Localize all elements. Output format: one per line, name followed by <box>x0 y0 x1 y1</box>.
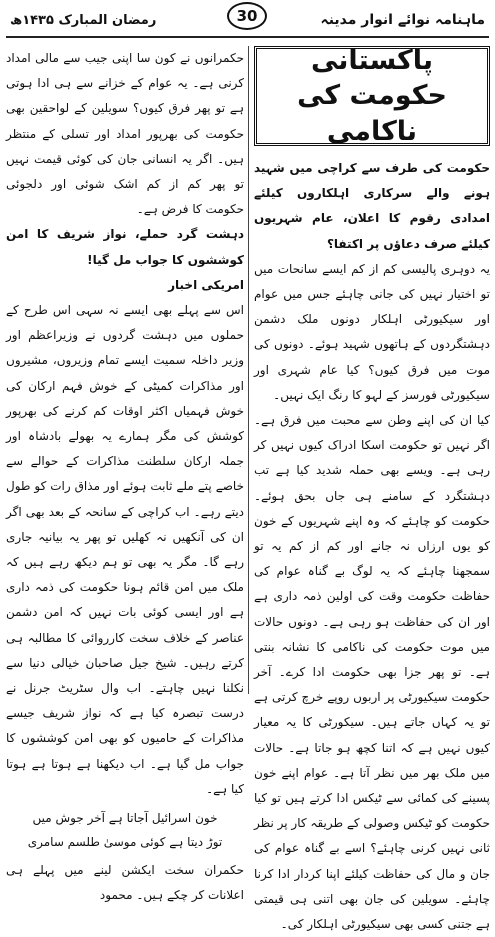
paragraph: یہ دوہری پالیسی کم از کم ایسے سانحات میں تو اختیار نہیں کی جانی چاہئے جس میں عوام اور سیکیورٹی اہلکار دونوں ملک دشمن دہشتگردوں کے ہاتھوں شہید ہوئے۔ دونوں کی موت میں فرق کیوں؟ کیا عام شہری اور سیکیورٹی فورسز کے لہو کا رنگ ایک نہیں۔ <box>254 261 490 402</box>
poem <box>6 806 244 854</box>
paragraph: حکمرانوں نے کون سا اپنی جیب سے مالی امداد کرنی ہے۔ یہ عوام کے خزانے سے ہی ادا ہوتی ہے تو پھر فرق کیوں؟ سویلین کے لواحقین بھی حکومت کی بھرپور امداد اور تسلی کے منتظر ہیں۔ اگر یہ انسانی جان کی کوئی قیمت نہیں تو پھر کم از کم اشک شوئی اور دلجوئی حکومت کا فرض ہے۔ <box>6 51 244 217</box>
source-label: امریکی اخبار <box>168 277 244 292</box>
lead-paragraph: حکومت کی طرف سے کراچی میں شہید ہونے والے سرکاری اہلکاروں کیلئے امدادی رقوم کا اعلان، عام شہریوں کیلئے صرف دعاؤں پر اکتفا؟ <box>254 161 490 251</box>
magazine-name: ماہنامہ نوائے انوار مدینہ <box>320 12 485 28</box>
page-number: 30 <box>227 2 267 30</box>
left-column <box>6 46 244 903</box>
poem-line: خون اسرائیل آجاتا ہے آخر جوش میں <box>32 811 218 826</box>
column-divider <box>248 46 249 694</box>
poem-line: توڑ دیتا ہے کوئی موسیٰ طلسم سامری <box>27 835 223 850</box>
article-title: پاکستانی حکومت کی ناکامی <box>297 45 447 147</box>
issue-date: رمضان المبارک ۱۴۳۵ھ <box>10 12 157 28</box>
paragraph: اس سے پہلے بھی ایسے نہ سہی اس طرح کے حملوں میں دہشت گردوں نے وزیراعظم اور وزیر داخلہ سمیت ایسے تمام وزیروں، مشیروں اور مذاکرات کمیٹی کے خوش فہم ارکان کی خوش فہمیاں اکثر اوقات کم کرنے کی بھرپور کوشش کی مگر ہمارے یہ بھولے بادشاہ اور جملہ ارکان سلطنت مذاکرات کے حوالے سے خاصے پتے ملے ثابت ہوئے اور مذاق رات کو طول دیتے رہے۔ اب کراچی کے سانحہ کے بعد بھی اگر ان کی آنکھیں نہ کھلیں تو پھر یہ بیانیہ جاری رہے گا۔ مگر یہ بھی تو ہم دیکھ رہے ہیں کہ ملک میں امن قائم ہونا حکومت کی ذمہ داری ہے اور ایسی کوئی بات نہیں کہ امن دشمن عناصر کے خلاف سخت کارروائی کا مطالبہ ہی کرتے رہیں۔ شیخ جیل صاحبان خیالی دنیا سے نکلنا نہیں چاہتے۔ اب وال سٹریٹ جرنل نے درست تبصرہ کیا ہے کہ نواز شریف جیسے مذاکرات کے حامیوں کو بھی امن کوششوں کا جواب مل گیا ہے۔ اب دیکھنا ہے ہوتا ہے ہوتا کیا ہے۔ <box>6 303 244 796</box>
paragraph: حکمران سخت ایکشن لینے میں پہلے ہی اعلانات کر چکے ہیں۔ محمود <box>6 863 244 903</box>
right-column <box>254 45 490 932</box>
section-heading: دہشت گرد حملے، نواز شریف کا امن کوششوں کا جواب مل گیا! <box>6 227 244 267</box>
title-box <box>254 46 490 146</box>
paragraph: کیا ان کی اپنے وطن سے محبت میں فرق ہے۔ اگر نہیں تو حکومت اسکا ادراک کیوں نہیں کر رہی ہے۔ ویسے بھی حملہ شدید کیا ہے تب دہشتگرد کے سامنے ہی جاں بحق ہوئے۔ حکومت کو چاہئے کہ وہ اپنے شہریوں کے خون کو یوں ارزاں نہ جانے اور کم از کم یہ تو سمجھنا چاہئے کہ یہ لوگ بے گناہ عوام کی حفاظت حکومت وقت کی اولین ذمہ داری ہے اور ان کی حفاظت ہو رہی ہے۔ دونوں حالات میں موت حکومت کی ناکامی کا نشانہ بنتی ہے۔ تو پھر جزا بھی حکومت ادا کرے۔ آخر حکومت سیکیورٹی پر اربوں روپے خرچ کرتی ہے تو یہ کہاں جاتے ہیں۔ سیکورٹی کا یہ معیار کیوں نہیں ہے کہ اتنا کچھ ہو جاتا ہے۔ حالات میں ملک بھر میں نظر آتا ہے۔ عوام اپنے خون پسینے کی کمائی سے ٹیکس ادا کرتے ہیں تو کیا حکومت کو ٹیکس وصولی کے طریقہ کار پر نظر ثانی نہیں کرنی چاہئے؟ اسے بے گناہ عوام کی جان و مال کی حفاظت کیلئے اپنا کردار ادا کرنا چاہئے۔ سویلین کی جان بھی اتنی ہی قیمتی ہے جتنی کسی بھی سیکیورٹی اہلکار کی۔ <box>254 413 490 932</box>
